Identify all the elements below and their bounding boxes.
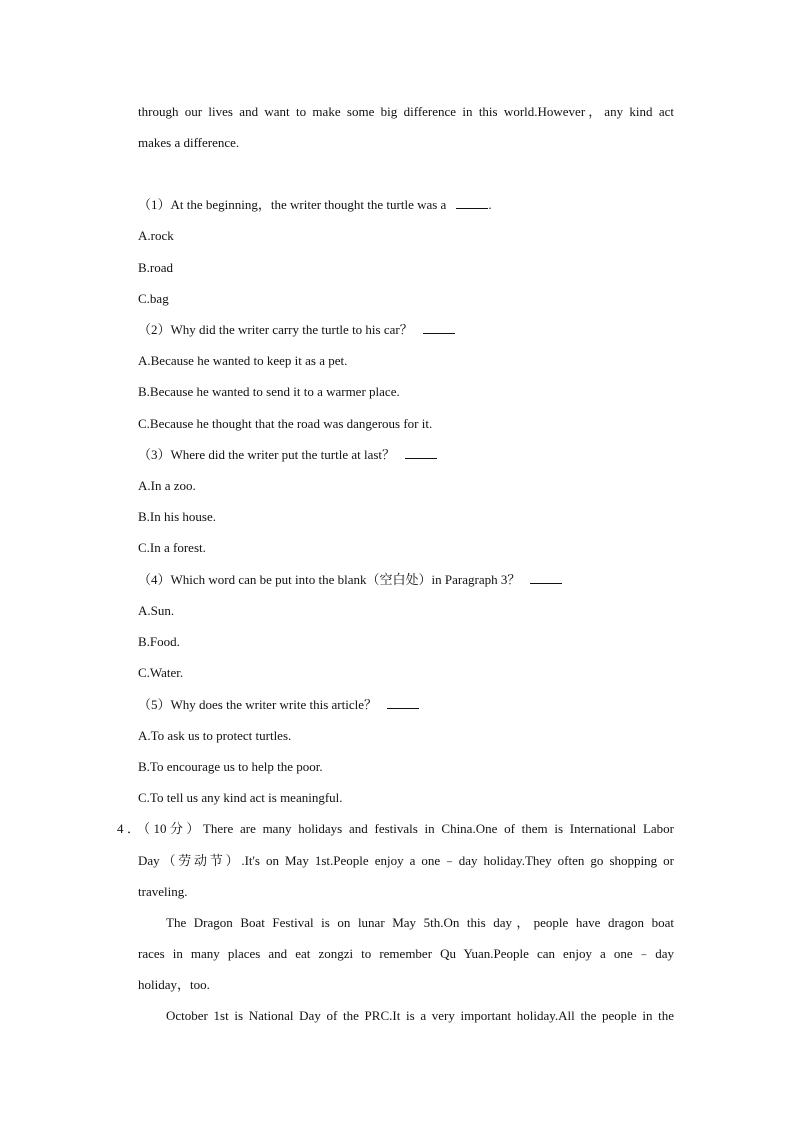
question-3-option-b: B.In his house. [138,509,216,524]
section-4-heading-line: 4．（10分）There are many holidays and festivals in China.One of them is International Labor [117,821,674,836]
question-5-option-b: B.To encourage us to help the poor. [138,759,323,774]
passage-text-line: The Dragon Boat Festival is on lunar May 5th.On this day，people have dragon boat [166,915,674,930]
question-2-option-b: B.Because he wanted to send it to a warmer place. [138,384,400,399]
answer-blank [387,697,419,709]
passage-text-line: through our lives and want to make some big difference in this world.However，any kind act [138,104,674,119]
question-4-option-a: A.Sun. [138,603,175,618]
answer-blank [405,447,437,459]
answer-blank [456,197,488,209]
passage-text-line: makes a difference. [138,135,240,150]
question-2-option-a: A.Because he wanted to keep it as a pet. [138,353,348,368]
question-1-stem: （1）At the beginning，the writer thought the turtle was a . [138,197,492,212]
question-5-option-c: C.To tell us any kind act is meaningful. [138,790,343,805]
question-1-option-b: B.road [138,260,174,275]
question-5-option-a: A.To ask us to protect turtles. [138,728,292,743]
passage-text-line: Day（劳动节）.It's on May 1st.People enjoy a one﹣day holiday.They often go shopping or [138,853,674,868]
question-3-stem: （3）Where did the writer put the turtle at last？ [138,447,674,463]
question-3-option-a: A.In a zoo. [138,478,196,493]
question-3-option-c: C.In a forest. [138,540,206,555]
question-4-option-c: C.Water. [138,665,184,680]
passage-text-line: October 1st is National Day of the PRC.It is a very important holiday.All the people in the [166,1008,674,1023]
question-4-stem: （4）Which word can be put into the blank（空白处）in Paragraph 3？ [138,572,674,588]
question-2-option-c: C.Because he thought that the road was dangerous for it. [138,416,433,431]
answer-blank [423,322,455,334]
question-1-option-c: C.bag [138,291,169,306]
passage-text-line: races in many places and eat zongzi to remember Qu Yuan.People can enjoy a one﹣day [138,946,674,961]
question-1-option-a: A.rock [138,228,174,243]
passage-text-line: holiday，too. [138,977,210,992]
passage-text-line: traveling. [138,884,188,899]
question-4-option-b: B.Food. [138,634,180,649]
answer-blank [530,572,562,584]
question-2-stem: （2）Why did the writer carry the turtle to his car？ [138,322,674,338]
question-5-stem: （5）Why does the writer write this article？ [138,697,674,713]
